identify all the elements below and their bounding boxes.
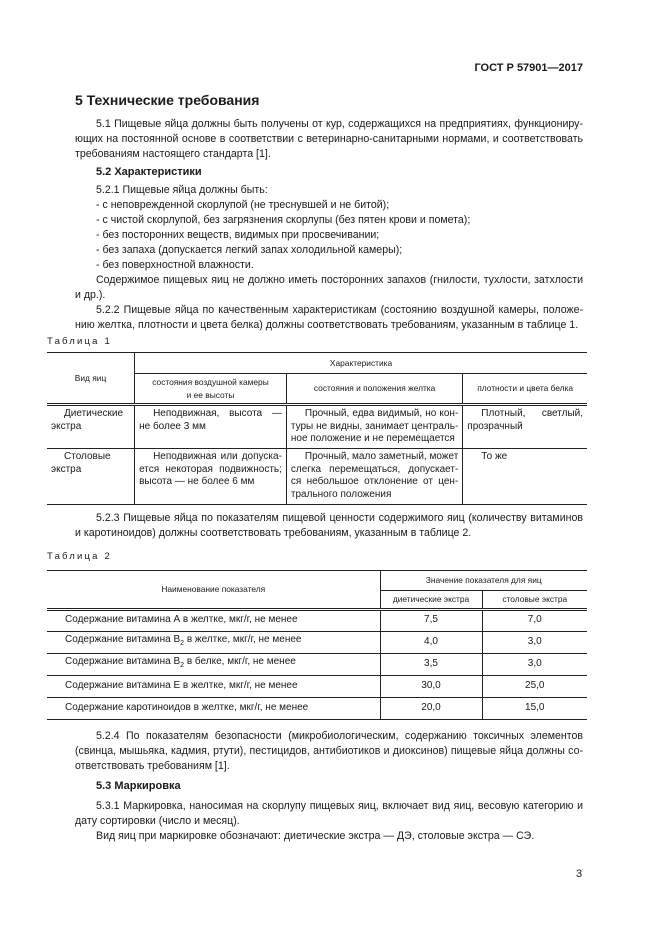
table-row: Содержание витамина $В_2$ в белке, мкг/г, не менее 3,5 3,0	[47, 653, 587, 675]
section-5-2-title: 5.2 Характеристики	[96, 166, 202, 178]
text-line: нию желтка, плотности и цвета белка) должны соответствовать требованиям, указанным в таблице 1.	[75, 319, 579, 331]
header-characteristic: Характеристика	[135, 353, 587, 374]
header-white: плотности и цвета белка	[463, 374, 587, 405]
list-item: - без запаха (допускается легкий запах холодильной камеры);	[96, 244, 403, 256]
text-line: и каротиноидов) должны соответствовать требованиям, указанным в таблице 2.	[75, 527, 472, 539]
table-row: Диетические экстра Неподвижная, высота — не более 3 мм Прочный, едва видимый, но кон- туры не видны, занимает централь- ное положение и не перемещается Плотный, светлый, прозрачный	[47, 405, 587, 449]
header-indicator: Наименование показателя	[47, 571, 380, 610]
table-2	[47, 570, 587, 720]
header-egg-type: Вид яиц	[47, 353, 135, 405]
header-diet-extra: диетические экстра	[380, 591, 482, 610]
text-line: дату сортировки (число и месяц).	[75, 815, 240, 827]
table-2-caption: Таблица 2	[47, 551, 112, 562]
text-line: 5.2.3 Пищевые яйца по показателям пищевой ценности содержимого яиц (количеству витаминов	[96, 512, 583, 524]
text-line: и др.).	[75, 289, 106, 301]
list-item: - с чистой скорлупой, без загрязнения скорлупы (без пятен крови и помета);	[96, 214, 471, 226]
table-1-caption: Таблица 1	[47, 336, 112, 347]
section-5-3-title: 5.3 Маркировка	[96, 780, 181, 792]
header-yolk: состояния и положения желтка	[286, 374, 462, 405]
list-item: - без посторонних веществ, видимых при просвечивании;	[96, 229, 380, 241]
text-line: (свинца, мышьяка, кадмия, ртути), пестицидов, антибиотиков и диоксинов) пищевые яйца должны со-	[75, 745, 583, 757]
header-air-chamber: состояния воздушной камеры и ее высоты	[135, 374, 287, 405]
text-line: требованиям настоящего стандарта [1].	[75, 148, 271, 160]
header-value: Значение показателя для яиц	[380, 571, 587, 591]
section-5-title: 5 Технические требования	[75, 92, 260, 108]
table-row: Содержание витамина Е в желтке, мкг/г, не менее 30,0 25,0	[47, 675, 587, 697]
text-line: 5.3.1 Маркировка, наносимая на скорлупу пищевых яиц, включает вид яиц, весовую категорию и	[96, 800, 583, 812]
table-row: Содержание каротиноидов в желтке, мкг/г, не менее 20,0 15,0	[47, 697, 587, 719]
text-line: ответствовать требованиям [1].	[75, 760, 230, 772]
text-line: 5.2.2 Пищевые яйца по качественным характеристикам (состоянию воздушной камеры, положе-	[96, 304, 583, 316]
text-line: 5.2.1 Пищевые яйца должны быть:	[96, 184, 268, 196]
list-item: - с неповрежденной скорлупой (не треснувшей и не битой);	[96, 199, 390, 211]
table-row: Содержание витамина $В_2$ в желтке, мкг/г, не менее 4,0 3,0	[47, 631, 587, 653]
text-line: Содержимое пищевых яиц не должно иметь посторонних запахов (гнилости, тухлости, затхлости	[96, 274, 583, 286]
text-line: 5.1 Пищевые яйца должны быть получены от кур, содержащихся на предприятиях, функциониру-	[96, 118, 583, 130]
page-number: 3	[576, 868, 583, 880]
document-id: ГОСТ Р 57901—2017	[474, 62, 583, 74]
list-item: - без поверхностной влажности.	[96, 259, 254, 271]
table-1	[47, 352, 587, 505]
header-table-extra: столовые экстра	[482, 591, 587, 610]
text-line: Вид яиц при маркировке обозначают: диетические экстра — ДЭ, столовые экстра — СЭ.	[96, 830, 535, 842]
table-row: Столовые экстра Неподвижная или допуска- ется некоторая подвижность; высота — не более 6 мм Прочный, мало заметный, может слегка перемещаться, допускает- ся небольшое отклонение от цен- трального положения То же	[47, 449, 587, 505]
table-row: Содержание витамина А в желтке, мкг/г, не менее 7,5 7,0	[47, 609, 587, 631]
text-line: ющих на постоянной основе в соответствии с ветеринарно-санитарными нормами, и соответствовать	[75, 133, 583, 145]
text-line: 5.2.4 По показателям безопасности (микробиологическим, содержанию токсичных элементов	[96, 730, 583, 742]
